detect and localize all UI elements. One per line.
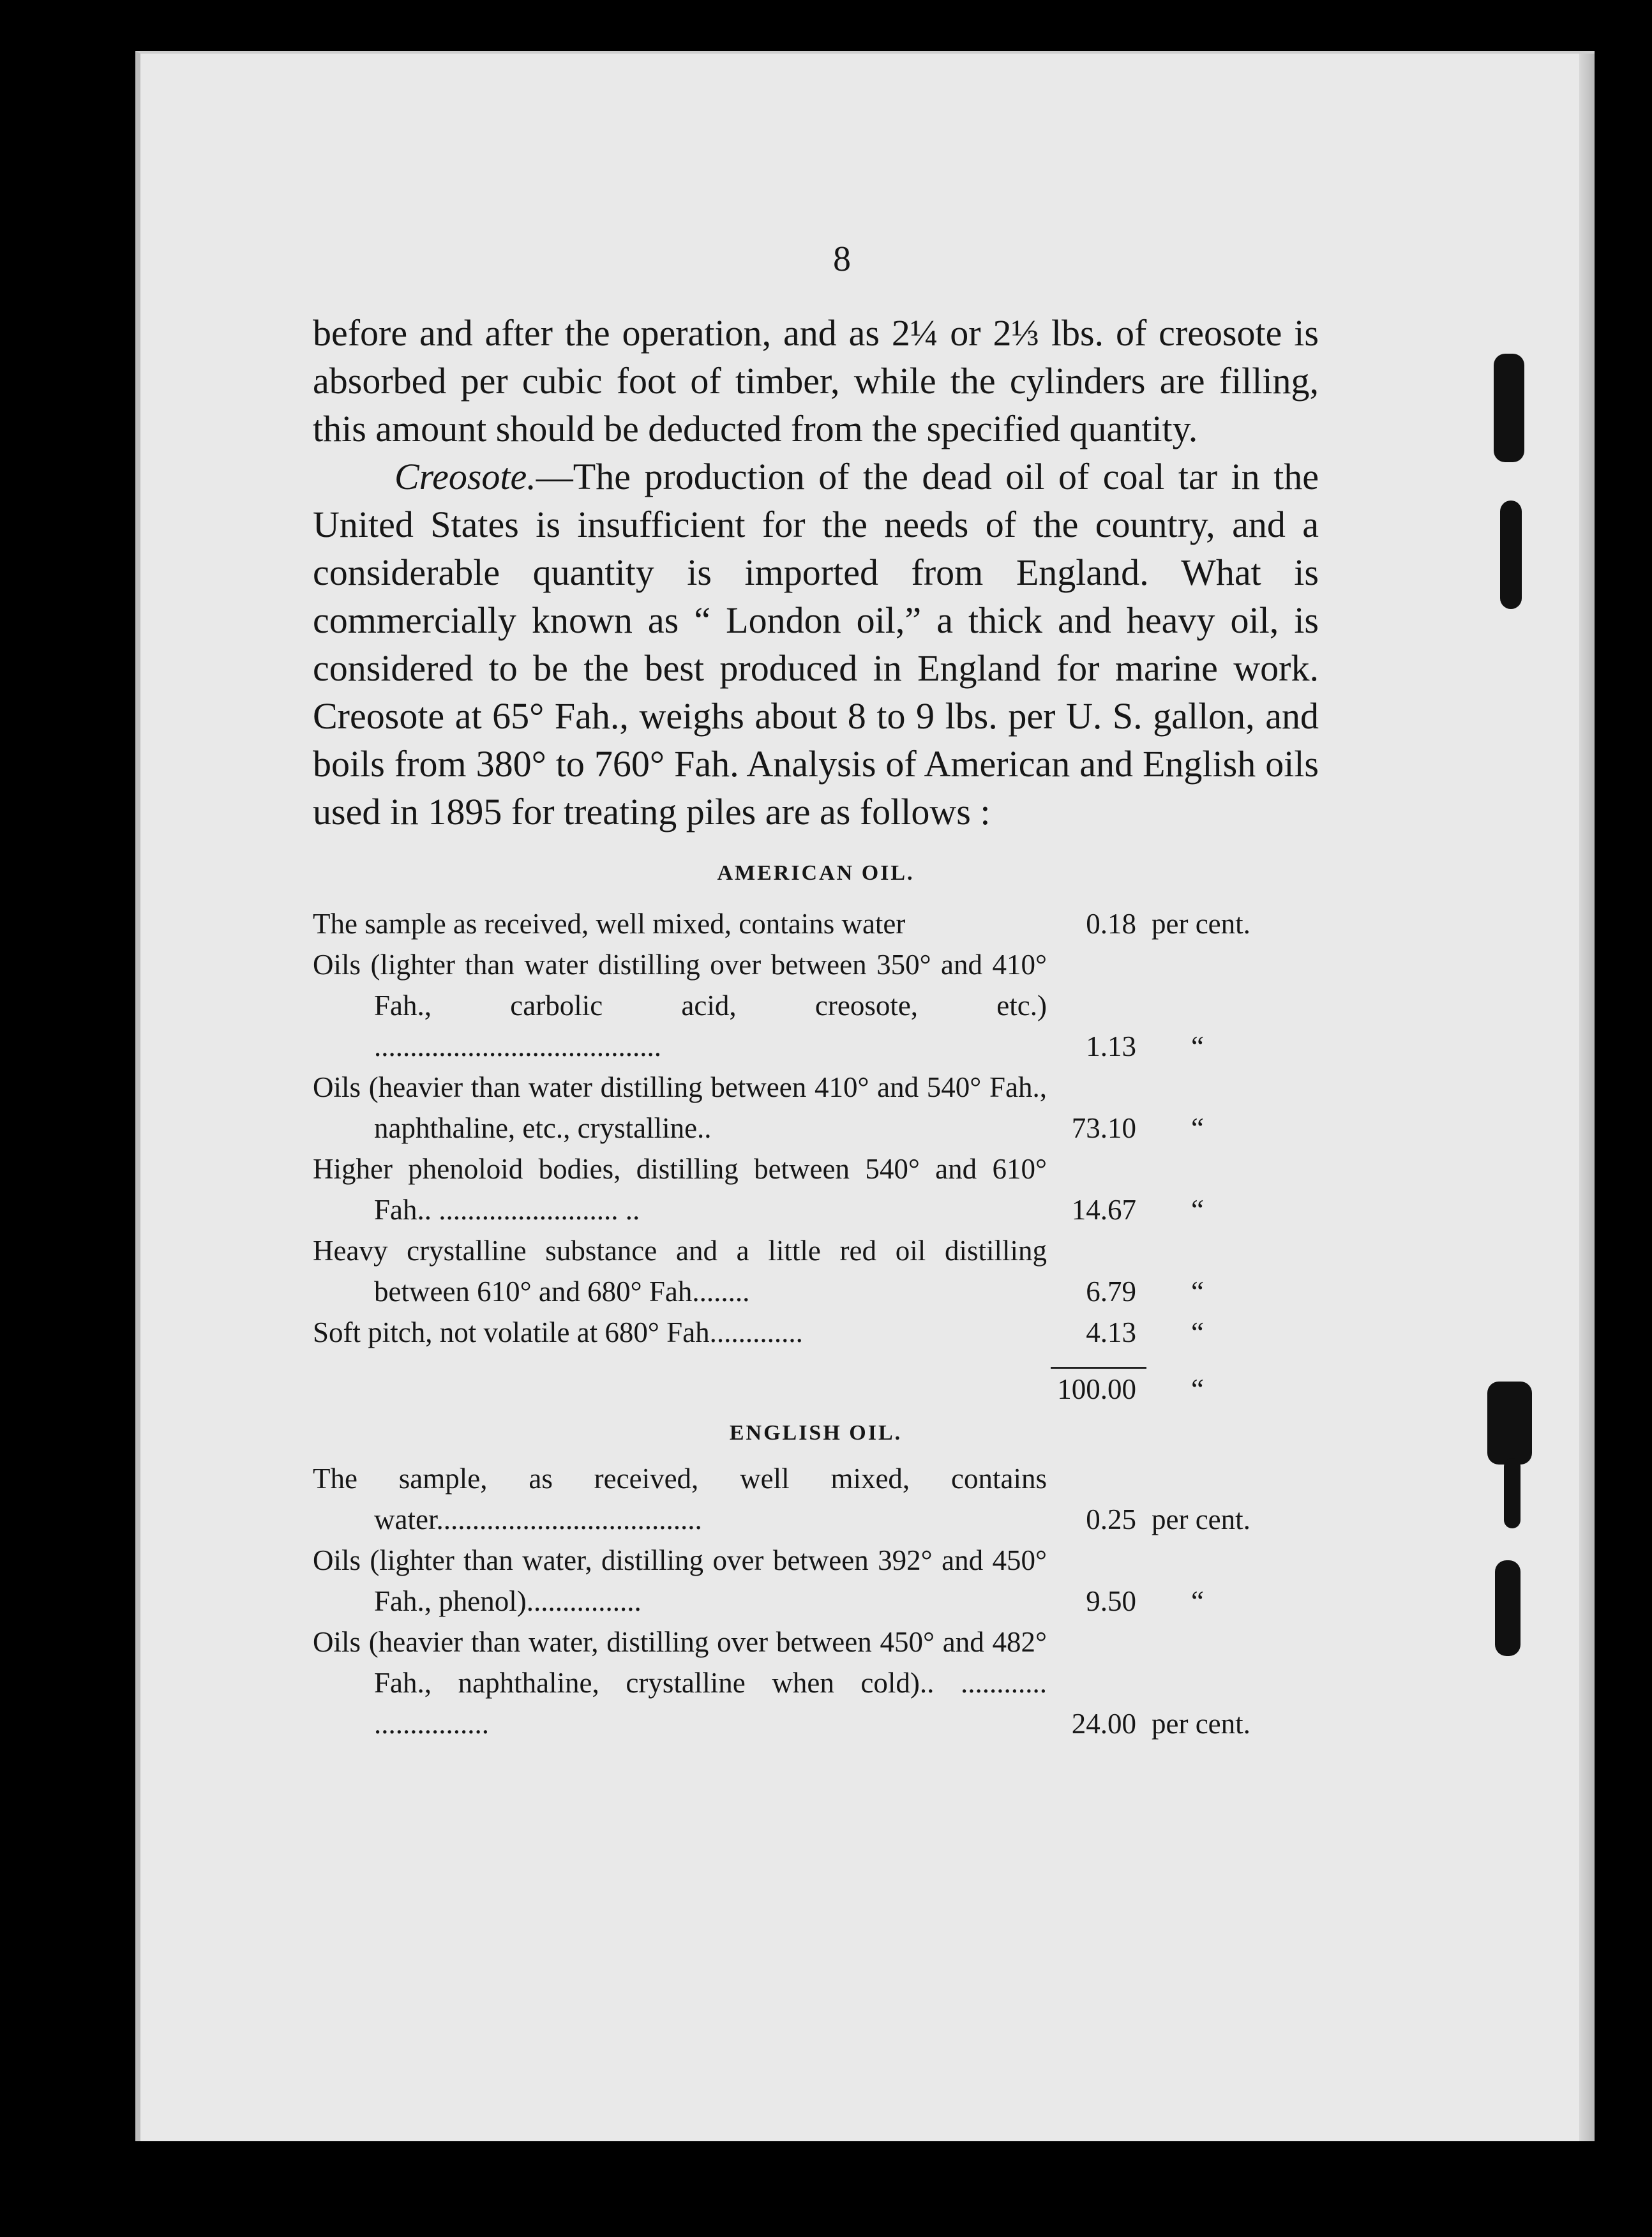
row-unit: “ [1191,1585,1204,1617]
english-oil-heading: ENGLISH OIL. [729,1421,903,1445]
row-description: The sample as received, well mixed, contains water [313,908,906,940]
row-description: Oils (heavier than water, distilling over between 450° and 482° Fah., naphthaline, crystalline when cold).. ............ ................ [313,1626,1047,1740]
paragraph-continuation: before and after the operation, and as 2¼ or 2⅓ lbs. of creosote is absorbed per cubic foot of timber, while the cylinders are filling, this amount should be deducted from the specified quantity. [313,312,1319,449]
row-value: 4.13 [1086,1316,1136,1348]
table-row [313,1230,1315,1312]
row-unit: “ [1191,1276,1204,1307]
table-row [313,1312,1315,1353]
total-value: 100.00 [1057,1373,1136,1405]
total-row [313,1369,1315,1410]
total-unit: “ [1191,1373,1204,1405]
row-description: Soft pitch, not volatile at 680° Fah............. [313,1316,803,1348]
page-body [313,309,1319,1744]
row-unit: per cent. [1152,908,1250,940]
binding-mark-4 [1504,1458,1521,1528]
row-value: 0.25 [1086,1503,1136,1535]
american-oil-heading: AMERICAN OIL. [717,861,915,885]
row-unit: “ [1191,1030,1204,1062]
table-row [313,1622,1315,1744]
table-row [313,944,1315,1067]
row-unit: per cent. [1152,1708,1250,1740]
row-unit: per cent. [1152,1503,1250,1535]
table-row [313,903,1315,944]
binding-mark-2 [1500,501,1522,609]
page-edge [1579,54,1595,2141]
row-value: 9.50 [1086,1585,1136,1617]
binding-mark-1 [1494,354,1524,462]
row-value: 6.79 [1086,1276,1136,1307]
binding-mark-5 [1495,1560,1521,1656]
table-row [313,1458,1315,1540]
row-description: Heavy crystalline substance and a little red oil distilling between 610° and 680° Fah........ [313,1235,1047,1307]
row-unit: “ [1191,1112,1204,1144]
table-row [313,1067,1315,1149]
row-value: 73.10 [1071,1112,1136,1144]
row-value: 1.13 [1086,1030,1136,1062]
american-oil-table [313,903,1315,1410]
paragraph-creosote: Creosote.—The production of the dead oil of coal tar in the United States is insufficient for the needs of the country, and a considerable quantity is imported from England. What is commercially known as “ London oil,” a thick and heavy oil, is considered to be the best produced in England for marine work. Creosote at 65° Fah., weighs about 8 to 9 lbs. per U. S. gallon, and boils from 380° to 760° Fah. Analysis of American and English oils used in 1895 for treating piles are as follows : [313,456,1319,832]
page-number: 8 [833,239,851,279]
row-description: Oils (heavier than water distilling between 410° and 540° Fah., naphthaline, etc., crystalline.. [313,1071,1047,1144]
creosote-run-in-heading: Creosote. [394,456,536,497]
row-description: Higher phenoloid bodies, distilling between 540° and 610° Fah.. ......................... .. [313,1153,1047,1226]
row-description: Oils (lighter than water distilling over between 350° and 410° Fah., carbolic acid, creosote, etc.) ........................................ [313,949,1047,1062]
row-value: 0.18 [1086,908,1136,940]
row-description: The sample, as received, well mixed, contains water..................................... [313,1463,1047,1535]
row-unit: “ [1191,1316,1204,1348]
row-value: 14.67 [1071,1194,1136,1226]
row-value: 24.00 [1071,1708,1136,1740]
english-oil-table [313,1458,1315,1744]
book-page [135,51,1595,2141]
table-row [313,1149,1315,1230]
paragraph-creosote-text: The production of the dead oil of coal tar in the United States is insufficient for the needs of the country, and a considerable quantity is imported from England. What is commercially known as “ London oil,” a thick and heavy oil, is considered to be the best produced in England for marine work. Creosote at 65° Fah., weighs about 8 to 9 lbs. per U. S. gallon, and boils from 380° to 760° Fah. Analysis of American and English oils used in 1895 for treating piles are as follows : [313,456,1319,832]
row-unit: “ [1191,1194,1204,1226]
row-description: Oils (lighter than water, distilling over between 392° and 450° Fah., phenol)................ [313,1544,1047,1617]
binding-mark-3 [1487,1382,1532,1465]
table-row [313,1540,1315,1622]
